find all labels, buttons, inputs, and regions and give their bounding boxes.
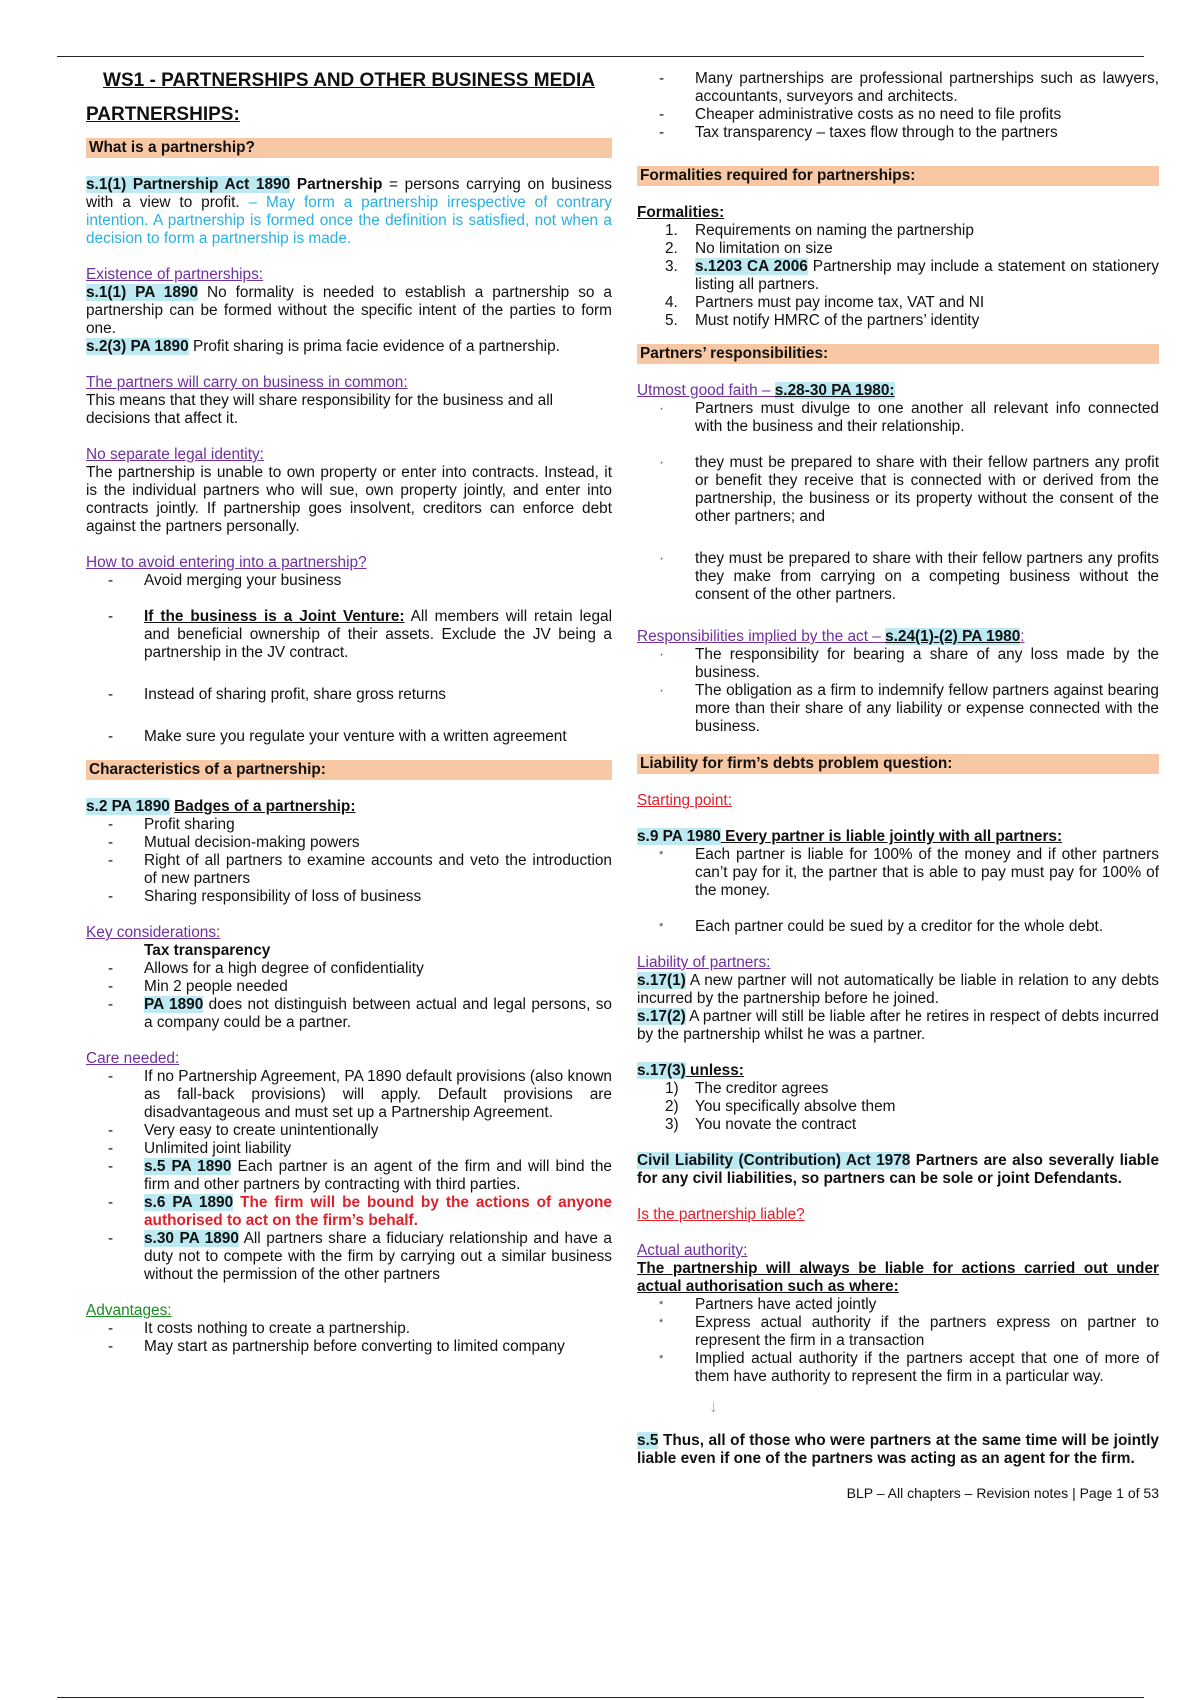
list-item: * Each partner could be sued by a creditor for the whole debt. <box>637 918 1159 936</box>
ref-pa1890: PA 1890 <box>144 996 204 1013</box>
ref-civil-act: Civil Liability (Contribution) Act 1978 <box>637 1152 911 1169</box>
formalities-header: Formalities required for partnerships: <box>637 166 1159 186</box>
list-item: - It costs nothing to create a partnership. <box>86 1320 612 1338</box>
key-header: Key considerations: <box>86 924 221 941</box>
right-column <box>637 70 1159 1502</box>
jv-label: If the business is a Joint Venture: <box>144 608 405 625</box>
list-item: * Each partner is liable for 100% of the money and if other partners can’t pay for it, the partner that is able to pay must pay for 100% of the money. <box>637 846 1159 900</box>
arrow-down-icon: ↓ <box>709 1396 718 1416</box>
s17-3-line <box>637 1062 1159 1080</box>
list-item: · they must be prepared to share with their fellow partners any profits they make from carrying on a competing business without the consent of the other partners. <box>637 550 1159 604</box>
ref-s1-1: s.1(1) Partnership Act 1890 <box>86 176 291 193</box>
list-item: 3. s.1203 CA 2006 Partnership may include a statement on stationery listing all partners. <box>665 258 1159 293</box>
list-item: - Tax transparency – taxes flow through to the partners <box>637 124 1159 142</box>
unless-list <box>637 1080 1159 1134</box>
list-item: 4. Partners must pay income tax, VAT and NI <box>665 294 985 311</box>
ref-s17-1: s.17(1) <box>637 972 686 989</box>
list-item: - If no Partnership Agreement, PA 1890 default provisions (also known as fall-back provisions) will apply. Default provisions are disadvantageous and must set up a Partnership Agreement. <box>86 1068 612 1122</box>
starting-point: Starting point: <box>637 792 732 809</box>
definition-text: = persons carrying on business with a view to profit. <box>86 176 612 211</box>
actual-list <box>637 1296 1159 1386</box>
top-rule <box>57 56 1144 57</box>
list-item: 1) The creditor agrees <box>665 1080 829 1097</box>
existence-text2 <box>86 338 612 356</box>
utmost-list <box>637 400 1159 604</box>
common-text: This means that they will share responsibility for the business and all decisions that affect it. <box>86 392 554 427</box>
s17-2-text: A partner will still be liable after he retires in respect of debts incurred by the partnership whilst he was a partner. <box>637 1008 1159 1043</box>
list-item: - Very easy to create unintentionally <box>86 1122 612 1140</box>
liability-header: Liability for firm’s debts problem question: <box>637 754 1159 774</box>
list-item: - Min 2 people needed <box>86 978 612 996</box>
ref-s17-3: s.17(3) <box>637 1062 686 1079</box>
responsibilities-header: Partners’ responsibilities: <box>637 344 1159 364</box>
care-header: Care needed: <box>86 1050 180 1067</box>
s17-1-text: A new partner will not automatically be liable in relation to any debts incurred by the partnership before he joined. <box>637 972 1159 1007</box>
legal-text: The partnership is unable to own property or enter into contracts. Instead, it is the individual partners who will sue, own property jointly, and enter into contracts jointly. If partnership goes insolvent, creditors can enforce debt against the partners personally. <box>86 464 612 535</box>
ref-s24: s.24(1)-(2) PA 1980 <box>885 628 1021 645</box>
s5-conclusion <box>637 1432 1159 1468</box>
s17-1-line <box>637 972 1159 1008</box>
implied-colon: : <box>1020 628 1025 645</box>
what-is-definition <box>86 176 612 248</box>
list-item: · they must be prepared to share with their fellow partners any profit or benefit they receive that is connected with or derived from the partnership, the business or its property without the consent of the other partners; and <box>637 454 1159 526</box>
implied-label: Responsibilities implied by the act – <box>637 628 886 645</box>
list-item: - Make sure you regulate your venture with a written agreement <box>86 728 612 746</box>
actual-authority-text: The partnership will always be liable for actions carried out under actual authorisation such as where: <box>637 1260 1159 1295</box>
list-item: - Allows for a high degree of confidentiality <box>86 960 612 978</box>
list-item: 1. Requirements on naming the partnership <box>665 222 974 239</box>
list-item: - May start as partnership before converting to limited company <box>86 1338 612 1356</box>
formality-5: Must notify HMRC of the partners’ identity <box>695 312 980 329</box>
ref-s28-30: s.28-30 PA 1980: <box>774 382 895 399</box>
badges-line <box>86 798 612 816</box>
list-item: · The obligation as a firm to indemnify fellow partners against bearing more than their share of any liability or expense connected with the business. <box>637 682 1159 736</box>
civil-text: Partners are also severally liable for any civil liabilities, so partners can be sole or joint Defendants. <box>637 1152 1160 1187</box>
implied-list <box>637 646 1159 736</box>
bottom-rule <box>57 1697 1144 1698</box>
care-text4: Each partner is an agent of the firm and will bind the firm and other partners by contracting with third parties. <box>144 1158 612 1193</box>
list-item: * Partners have acted jointly <box>637 1296 1159 1314</box>
legal-header: No separate legal identity: <box>86 446 264 463</box>
liability-partners-header: Liability of partners: <box>637 954 771 971</box>
ref-s5: s.5 PA 1890 <box>144 1158 232 1175</box>
avoid-header: How to avoid entering into a partnership? <box>86 554 367 571</box>
list-item: · Partners must divulge to one another all relevant info connected with the business and their relationship. <box>637 400 1159 436</box>
s9-text: Every partner is liable jointly with all partners: <box>720 828 1063 845</box>
advantages-header: Advantages: <box>86 1302 172 1319</box>
formality-2: No limitation on size <box>695 240 833 257</box>
list-item: - Avoid merging your business <box>86 572 612 590</box>
jv-text: All members will retain legal and beneficial ownership of their assets. Exclude the JV being a partnership in the JV contract. <box>144 608 612 661</box>
list-item: 3) You novate the contract <box>665 1116 857 1133</box>
unless-2: You specifically absolve them <box>695 1098 896 1115</box>
s5-text: Thus, all of those who were partners at the same time will be jointly liable even if one of the partners was acting as an agent for the firm. <box>637 1432 1159 1467</box>
ref-s17-2: s.17(2) <box>637 1008 686 1025</box>
characteristics-header: Characteristics of a partnership: <box>86 760 612 780</box>
list-item <box>86 1230 612 1284</box>
list-item: - Cheaper administrative costs as no need to file profits <box>637 106 1159 124</box>
list-item: · The responsibility for bearing a share of any loss made by the business. <box>637 646 1159 682</box>
existence-text2-body: Profit sharing is prima facie evidence of a partnership. <box>188 338 560 355</box>
advantages-list <box>86 1320 612 1356</box>
ref-s9: s.9 PA 1980 <box>637 828 721 845</box>
right-top-list <box>637 70 1159 142</box>
key-item3-text: does not distinguish between actual and legal persons, so a company could be a partner. <box>144 996 612 1031</box>
list-item <box>86 1158 612 1194</box>
is-liable-header: Is the partnership liable? <box>637 1206 805 1223</box>
ref-pa1890-s1: s.1(1) PA 1890 <box>86 284 199 301</box>
document-title: WS1 - PARTNERSHIPS AND OTHER BUSINESS MEDIA <box>103 70 595 91</box>
existence-header: Existence of partnerships: <box>86 266 264 283</box>
list-item: 5. Must notify HMRC of the partners’ identity <box>665 312 980 329</box>
list-item: * Express actual authority if the partners express on partner to represent the firm in a transaction <box>637 1314 1159 1350</box>
s9-line <box>637 828 1159 846</box>
list-item: 2) You specifically absolve them <box>665 1098 896 1115</box>
list-item <box>86 996 612 1032</box>
ref-s5-conclusion: s.5 <box>637 1432 659 1449</box>
existence-text1-body: No formality is needed to establish a partnership so a partnership can be formed without the specific intent of the parties to form one. <box>86 284 612 337</box>
actual-authority-header: Actual authority: <box>637 1242 748 1259</box>
ref-pa1890-s2-3: s.2(3) PA 1890 <box>86 338 189 355</box>
ref-ca2006: s.1203 CA 2006 <box>695 258 808 275</box>
care-text6: All partners share a fiduciary relationship and have a duty not to compete with the firm by carrying out a similar business without the permission of the other partners <box>144 1230 612 1283</box>
badges-list <box>86 816 612 906</box>
existence-text1 <box>86 284 612 338</box>
utmost-line <box>637 382 1159 400</box>
list-item: - Sharing responsibility of loss of business <box>86 888 612 906</box>
common-header: The partners will carry on business in common: <box>86 374 408 391</box>
utmost-label: Utmost good faith – <box>637 382 775 399</box>
section-heading: PARTNERSHIPS: <box>86 104 240 125</box>
key-list <box>86 960 612 1032</box>
ref-s2: s.2 PA 1890 <box>86 798 170 815</box>
list-item: - Profit sharing <box>86 816 612 834</box>
avoid-list <box>86 572 612 746</box>
list-item: - Instead of sharing profit, share gross returns <box>86 686 612 704</box>
s9-list <box>637 846 1159 936</box>
implied-line <box>637 628 1159 646</box>
list-item: - Mutual decision-making powers <box>86 834 612 852</box>
list-item: 2. No limitation on size <box>665 240 833 257</box>
civil-liability <box>637 1152 1159 1188</box>
left-column <box>86 70 612 1356</box>
definition-note: – May form a partnership irrespective of contrary intention. A partnership is formed once the definition is satisfied, not when a decision to form a partnership is made. <box>86 194 612 247</box>
s17-2-line <box>637 1008 1159 1044</box>
care-list <box>86 1068 612 1284</box>
tax-transparency: Tax transparency <box>144 942 271 959</box>
page-footer: BLP – All chapters – Revision notes | Page 1 of 53 <box>846 1485 1159 1501</box>
s17-3-text: unless: <box>685 1062 744 1079</box>
ref-s30: s.30 PA 1890 <box>144 1230 239 1247</box>
list-item <box>86 1194 612 1230</box>
list-item: * Implied actual authority if the partners accept that one of more of them have authority to represent the firm in a particular way. <box>637 1350 1159 1386</box>
term: Partnership <box>296 176 383 193</box>
list-item: - Right of all partners to examine accounts and veto the introduction of new partners <box>86 852 612 888</box>
list-item: - Unlimited joint liability <box>86 1140 612 1158</box>
care-text5: The firm will be bound by the actions of anyone authorised to act on the firm’s behalf. <box>144 1194 612 1229</box>
list-item <box>86 608 612 662</box>
formality-3: Partnership may include a statement on stationery listing all partners. <box>695 258 1159 293</box>
formalities-list <box>637 222 1159 330</box>
formalities-label: Formalities: <box>637 204 725 221</box>
unless-1: The creditor agrees <box>695 1080 829 1097</box>
formality-1: Requirements on naming the partnership <box>695 222 974 239</box>
formality-4: Partners must pay income tax, VAT and NI <box>695 294 985 311</box>
ref-s6: s.6 PA 1890 <box>144 1194 234 1211</box>
badges-label: Badges of a partnership: <box>174 798 356 815</box>
what-is-header: What is a partnership? <box>86 138 612 158</box>
list-item: - Many partnerships are professional partnerships such as lawyers, accountants, surveyors and architects. <box>637 70 1159 106</box>
unless-3: You novate the contract <box>695 1116 857 1133</box>
